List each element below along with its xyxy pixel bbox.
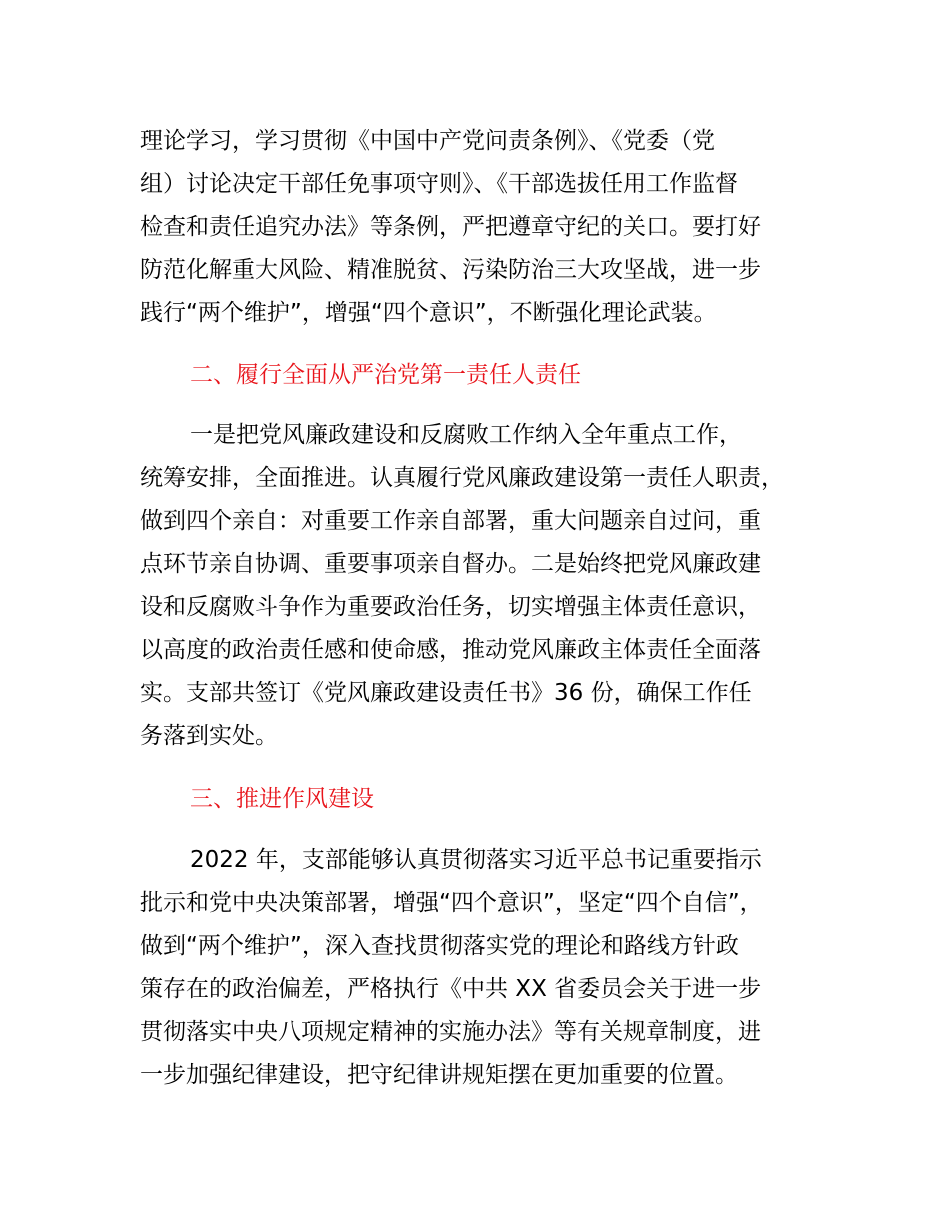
paragraph-line: 一步加强纪律建设，把守纪律讲规矩摆在更加重要的位置。 bbox=[140, 1062, 738, 1088]
paragraph-line: 做到四个亲自：对重要工作亲自部署，重大问题亲自过问，重 bbox=[140, 508, 761, 534]
paragraph-line: 批示和党中央决策部署，增强“四个意识”，坚定“四个自信”， bbox=[140, 890, 763, 916]
section-heading-2: 二、履行全面从严治党第一责任人责任 bbox=[190, 362, 581, 388]
paragraph-line: 点环节亲自协调、重要事项亲自督办。二是始终把党风廉政建 bbox=[140, 551, 761, 577]
section-heading-3: 三、推进作风建设 bbox=[190, 786, 374, 812]
paragraph-line: 务落到实处。 bbox=[140, 723, 278, 749]
paragraph-line: 以高度的政治责任感和使命感，推动党风廉政主体责任全面落 bbox=[140, 637, 761, 663]
paragraph-line: 策存在的政治偏差，严格执行《中共 XX 省委员会关于进一步 bbox=[140, 976, 762, 1002]
paragraph-line: 设和反腐败斗争作为重要政治任务，切实增强主体责任意识， bbox=[140, 594, 761, 620]
paragraph-line: 防范化解重大风险、精准脱贫、污染防治三大攻坚战，进一步 bbox=[140, 257, 761, 283]
paragraph-line: 统筹安排，全面推进。认真履行党风廉政建设第一责任人职责， bbox=[140, 465, 784, 491]
paragraph-line: 组）讨论决定干部任免事项守则》、《干部选拔任用工作监督 bbox=[140, 171, 738, 197]
paragraph-line: 做到“两个维护”，深入查找贯彻落实党的理论和路线方针政 bbox=[140, 933, 739, 959]
paragraph-line: 2022 年，支部能够认真贯彻落实习近平总书记重要指示 bbox=[190, 847, 762, 873]
paragraph-line: 理论学习，学习贯彻《中国中产党问责条例》、《党委（党 bbox=[140, 128, 715, 154]
paragraph-line: 贯彻落实中央八项规定精神的实施办法》等有关规章制度，进 bbox=[140, 1019, 761, 1045]
paragraph-line: 践行“两个维护”，增强“四个意识”，不断强化理论武装。 bbox=[140, 300, 717, 326]
paragraph-line: 实。支部共签订《党风廉政建设责任书》36 份，确保工作任 bbox=[140, 680, 752, 706]
paragraph-line: 检查和责任追究办法》等条例，严把遵章守纪的关口。要打好 bbox=[140, 214, 761, 240]
paragraph-line: 一是把党风廉政建设和反腐败工作纳入全年重点工作， bbox=[190, 422, 742, 448]
